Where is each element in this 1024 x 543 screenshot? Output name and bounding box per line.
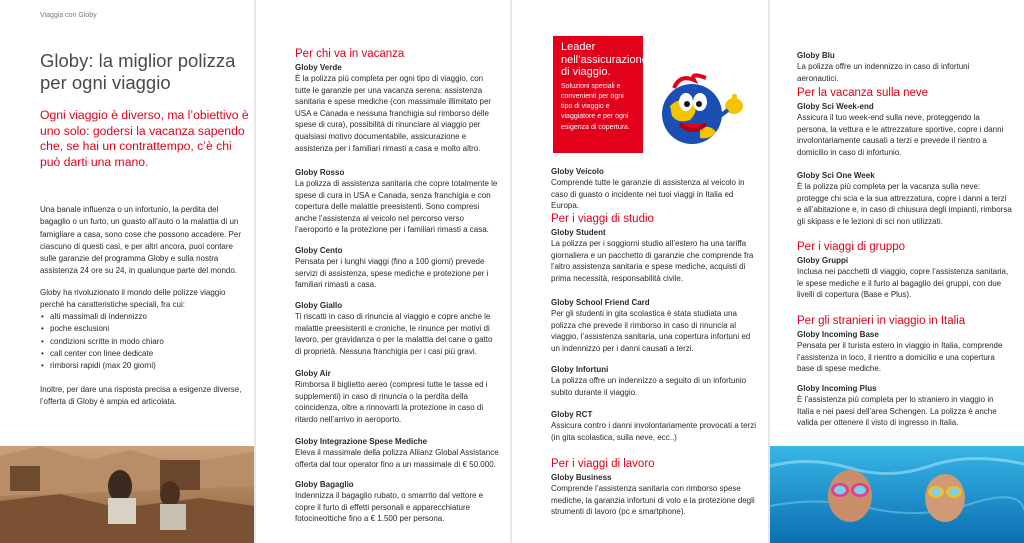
product-name: Globy Rosso: [295, 168, 345, 177]
product-block: [551, 409, 756, 443]
product-block: [797, 383, 1012, 429]
product-block: [797, 50, 1012, 84]
promo-title: Leader nell’assicurazione di viaggio.: [561, 41, 648, 78]
page-header: Viaggia con Globy: [40, 12, 97, 19]
section-heading: Per gli stranieri in viaggio in Italia: [797, 315, 966, 327]
product-name: Globy Verde: [295, 63, 342, 72]
product-name: Globy Integrazione Spese Mediche: [295, 437, 428, 446]
product-block: [551, 364, 756, 398]
list-item: • condizioni scritte in modo chiaro: [50, 336, 164, 348]
product-name: Globy Air: [295, 369, 331, 378]
product-name: Globy Bagaglio: [295, 480, 354, 489]
promo-box: [553, 36, 648, 153]
product-text: È l’assistenza più completa per lo straniero in viaggio in Italia e nei paesi dell’area Schengen. La polizza è anche valida per ottenere il visto di ingresso in Italia.: [797, 395, 997, 428]
intro-paragraph-3: Inoltre, per dare una risposta precisa a esigenze diverse, l’offerta di Globy è ampia ed articolata.: [40, 385, 242, 407]
product-name: Globy Business: [551, 473, 612, 482]
product-block: [551, 166, 756, 212]
product-block: [797, 170, 1012, 227]
product-text: La polizza offre un indennizzo in caso di infortuni aeronautici.: [797, 62, 970, 83]
product-name: Globy Giallo: [295, 301, 343, 310]
panel-neve-gruppi: [770, 0, 1024, 543]
product-text: Comprende tutte le garanzie di assistenza al veicolo in caso di guasto o incidente nei tuoi viaggi in Italia ed Europa.: [551, 178, 745, 211]
product-text: Comprende l’assistenza sanitaria con rimborso spese mediche, la garanzia infortuni di volo e la protezione degli strumenti di lavoro (pc e smartphone).: [551, 484, 755, 517]
product-text: Inclusa nei pacchetti di viaggio, copre l’assistenza sanitaria, le spese mediche e il furto al bagaglio dei gruppi, con due livelli di copertura (Base e Plus).: [797, 267, 1009, 300]
section-gruppo: [797, 241, 1012, 301]
list-item: • call center con linee dedicate: [50, 348, 164, 360]
panel-intro: [0, 0, 254, 543]
product-text: Pensata per il turista estero in viaggio in Italia, comprende l’assistenza in loco, il rientro a domicilio e una copertura base di spese mediche.: [797, 341, 1003, 374]
product-name: Globy Blu: [797, 51, 835, 60]
product-text: La polizza offre un indennizzo a seguito di un infortunio subito durante il viaggio.: [551, 376, 747, 397]
product-text: Eleva il massimale della polizza Allianz Global Assistance offerta dal tour operator fino a un massimale di € 50.000.: [295, 448, 499, 469]
product-text: La polizza per i soggiorni studio all’estero ha una tariffa giornaliera e un pacchetto di garanzie che comprende fra l’altro assistenza sanitaria e spese mediche, acquisti di prima necessità, responsabilità civile.: [551, 239, 754, 283]
panel-studio-lavoro: [512, 0, 768, 543]
product-block: [295, 300, 500, 357]
product-name: Globy Gruppi: [797, 256, 849, 265]
page-title: Globy: la miglior polizza per ogni viaggio: [40, 50, 236, 93]
section-heading: Per la vacanza sulla neve: [797, 87, 929, 99]
product-name: Globy School Friend Card: [551, 298, 650, 307]
section-studio: [551, 213, 756, 284]
section-lavoro: [551, 458, 756, 518]
section-heading: Per i viaggi di gruppo: [797, 241, 906, 253]
section-vacanza: [295, 48, 500, 154]
product-text: Indennizza il bagaglio rubato, o smarrito dal vettore e copre il furto di effetti personali e apparecchiature fotocineottiche fino a € 1.500 per persona.: [295, 491, 484, 524]
panel-vacanza: [256, 0, 510, 543]
product-text: È la polizza più completa per ogni tipo di viaggio, con tutte le garanzie per una vacanza serena: assistenza sanitaria e spese mediche (con massimale illimitato per USA e Canada e nessuna franchigia sul rimborso delle spese di cura), possibilità di rinunciare al viaggio per qualsiasi motivo documentabile, assicurazione e assistenza per i familiari rimasti a casa e molto altro.: [295, 74, 492, 153]
product-name: Globy Infortuni: [551, 365, 609, 374]
product-text: Ti riscatti in caso di rinuncia al viaggio e copre anche le malattie preesistenti e croniche, le rinunce per motivi di lavoro, per gravidanza o per la malattia del cane o gatto di proprietà. Nessuna franchigia per i casi più gravi.: [295, 312, 493, 356]
product-name: Globy Sci One Week: [797, 171, 875, 180]
product-text: Pensata per i lunghi viaggi (fino a 100 giorni) prevede servizi di assistenza, spese mediche e protezione per i familiari rimasti a casa.: [295, 257, 489, 290]
product-text: È la polizza più completa per la vacanza sulla neve: protegge chi scia e la sua attrezzatura, copre i danni a terzi e all’abitazione e, in caso di chiusura degli impianti, rimborsa gli skipass e le lezioni di sci non utilizzati.: [797, 182, 1012, 226]
product-text: La polizza di assistenza sanitaria che copre totalmente le spese di cura in USA e Canada, senza franchigia e con copertura delle malattie preesistenti. Sono compresi anche l’assistenza al veicolo nel percorso verso l’aeroporto e la protezione per i familiari rimasti a casa.: [295, 179, 498, 235]
globy-mascot-illustration: [650, 66, 750, 162]
promo-text: Soluzioni speciali e convenienti per ogni tipo di viaggio e viaggiatore e per ogni esigenza di copertura.: [561, 82, 630, 131]
product-block: [295, 245, 500, 291]
features-list: [40, 311, 164, 372]
product-name: Globy Cento: [295, 246, 343, 255]
list-item: • alti massimali di indennizzo: [50, 311, 164, 323]
product-text: Rimborsa il biglietto aereo (compresi tutte le tasse ed i supplementi) in caso di rinuncia o la perdita della coincidenza, oltre a rinnovarti la protezione in caso di ritardo nell’arrivo in aeroporto.: [295, 380, 488, 424]
product-text: Per gli studenti in gita scolastica è stata studiata una polizza che prevede il rimborso in caso di rinuncia al viaggio, l’assistenza sanitaria, una copertura infortuni ed un indennizzo per i danni causati a terzi.: [551, 309, 751, 353]
product-name: Globy Sci Week-end: [797, 102, 874, 111]
section-heading: Per i viaggi di lavoro: [551, 458, 655, 470]
product-name: Globy Incoming Base: [797, 330, 879, 339]
intro-paragraph-1: Una banale influenza o un infortunio, la perdita del bagaglio o un furto, un guasto all’auto o la malattia di un famigliare a casa, sono cose che possono accadere. Per ciascuno di questi casi, e per altri ancora, puoi contare sulle garanzie del programma Globy e sulla nostra assistenza 24 ore su 24, in qualunque parte del mondo.: [40, 205, 242, 276]
lead-text: Ogni viaggio è diverso, ma l’obiettivo è uno solo: godersi la vacanza sapendo che, se hai un contrattempo, c’è chi può darti una mano.: [40, 108, 249, 169]
canyon-photo: [0, 446, 254, 543]
section-heading: Per chi va in vacanza: [295, 48, 405, 60]
product-name: Globy RCT: [551, 410, 593, 419]
product-name: Globy Student: [551, 228, 606, 237]
product-text: Assicura contro i danni involontariamente provocati a terzi (in gita scolastica, sulla neve, ecc..): [551, 421, 756, 442]
section-neve: [797, 87, 1012, 158]
section-stranieri: [797, 315, 1012, 375]
product-name: Globy Incoming Plus: [797, 384, 877, 393]
section-heading: Per i viaggi di studio: [551, 213, 654, 225]
product-text: Assicura il tuo week-end sulla neve, proteggendo la persona, la vettura e le attrezzature sportive, copre i danni involontariamente causati a terzi e prevede il rientro a domicilio in caso di infortunio.: [797, 113, 1004, 157]
list-item: • rimborsi rapidi (max 20 giorni): [50, 360, 164, 372]
intro-paragraph-2: Globy ha rivoluzionato il mondo delle polizze viaggio perché ha caratteristiche speciali, fra cui:: [40, 288, 226, 310]
product-name: Globy Veicolo: [551, 167, 604, 176]
swimming-photo: [770, 446, 1024, 543]
product-block: [295, 479, 500, 525]
product-block: [295, 436, 500, 470]
product-block: [295, 368, 500, 425]
product-block: [295, 167, 500, 236]
product-block: [551, 297, 756, 354]
list-item: • poche esclusioni: [50, 323, 164, 335]
